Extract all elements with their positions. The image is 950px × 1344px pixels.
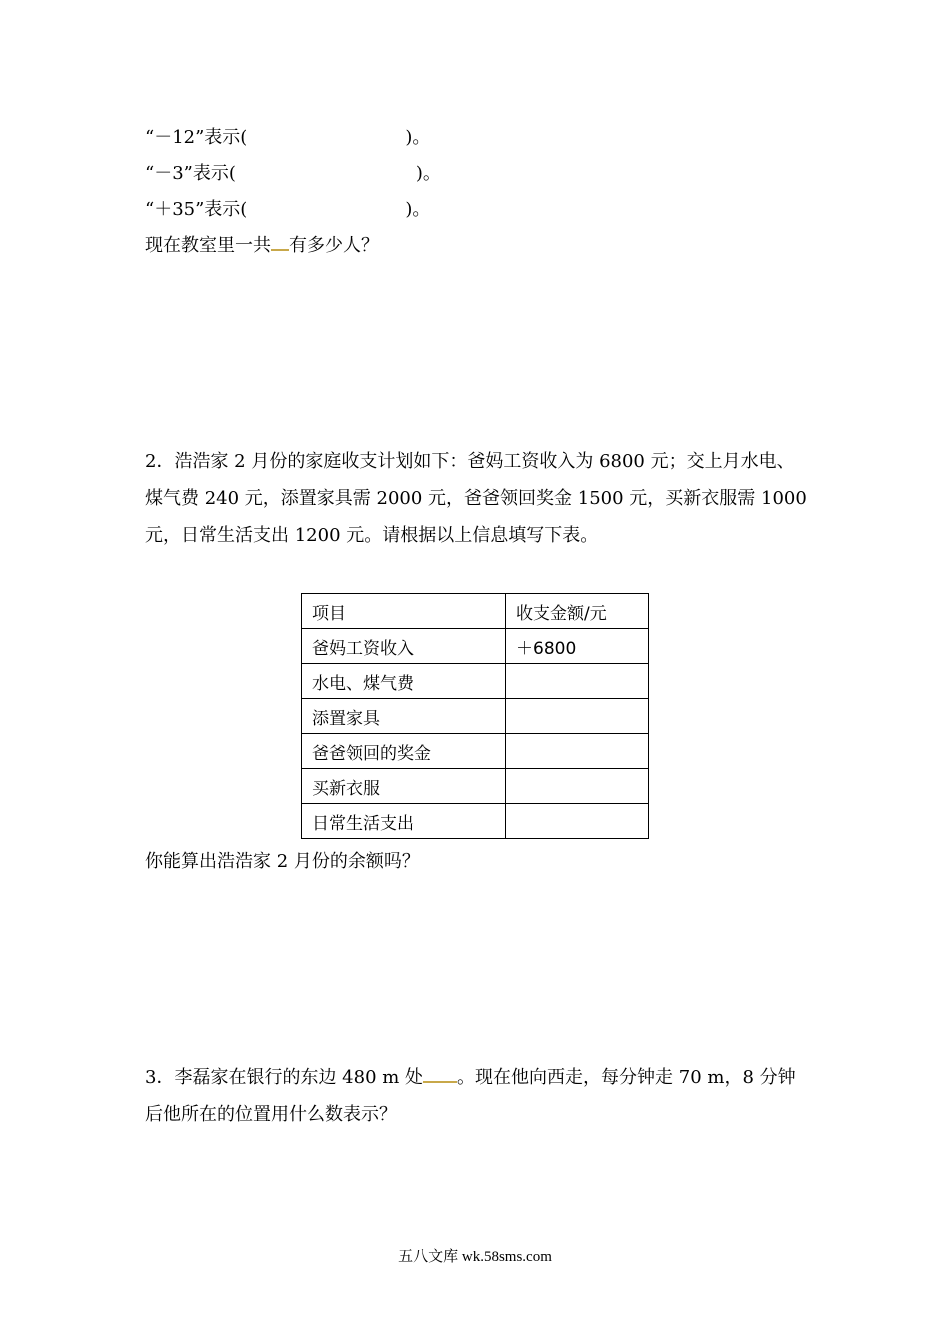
row-amount	[506, 699, 649, 734]
q1-line-a-suffix: )。	[405, 127, 431, 148]
row-item: 日常生活支出	[302, 804, 506, 839]
q2-text-line-2: 煤气费 240 元，添置家具需 2000 元，爸爸领回奖金 1500 元，买新衣服需 1000	[145, 488, 807, 509]
q3-text-line-2: 后他所在的位置用什么数表示？	[145, 1104, 397, 1125]
q1-line-a-prefix: “－12”表示(	[145, 127, 248, 148]
header-amount: 收支金额/元	[506, 594, 649, 629]
row-amount	[506, 734, 649, 769]
q1-line-plus-35	[145, 198, 430, 222]
q2-text-line-1: 2．浩浩家 2 月份的家庭收支计划如下：爸妈工资收入为 6800 元；交上月水电、	[145, 451, 795, 472]
q1-question	[145, 234, 379, 258]
table-row	[302, 804, 649, 839]
table-row	[302, 769, 649, 804]
row-item: 买新衣服	[302, 769, 506, 804]
page-footer: 五八文库 wk.58sms.com	[398, 1249, 552, 1265]
q2-question: 你能算出浩浩家 2 月份的余额吗？	[145, 851, 420, 872]
row-item: 爸爸领回的奖金	[302, 734, 506, 769]
row-amount	[506, 804, 649, 839]
q1-line-b-prefix: “－3”表示(	[145, 163, 236, 184]
row-item: 爸妈工资收入	[302, 629, 506, 664]
q1-line-minus-12	[145, 126, 430, 150]
q1-line-c-prefix: “＋35”表示(	[145, 199, 248, 220]
row-item: 添置家具	[302, 699, 506, 734]
q1-question-after: 有多少人？	[289, 235, 379, 256]
table-row	[302, 699, 649, 734]
row-amount: ＋6800	[506, 629, 649, 664]
fill-underline	[271, 235, 289, 251]
row-item: 水电、煤气费	[302, 664, 506, 699]
q2-text-line-3: 元，日常生活支出 1200 元。请根据以上信息填写下表。	[145, 525, 599, 546]
table-row	[302, 629, 649, 664]
header-item: 项目	[302, 594, 506, 629]
q1-line-minus-3	[145, 162, 441, 186]
table-row	[302, 664, 649, 699]
q1-line-b-suffix: )。	[415, 163, 441, 184]
budget-table	[301, 593, 649, 839]
q3-line1-before: 3．李磊家在银行的东边 480 m 处	[145, 1067, 424, 1088]
q1-question-before: 现在教室里一共	[145, 235, 271, 256]
q1-line-c-suffix: )。	[405, 199, 431, 220]
q3-line1-after: 。现在他向西走，每分钟走 70 m，8 分钟	[457, 1067, 796, 1088]
table-header-row	[302, 594, 649, 629]
row-amount	[506, 664, 649, 699]
table-row	[302, 734, 649, 769]
q3-text-line-1	[145, 1066, 796, 1090]
row-amount	[506, 769, 649, 804]
fill-underline	[423, 1067, 457, 1083]
